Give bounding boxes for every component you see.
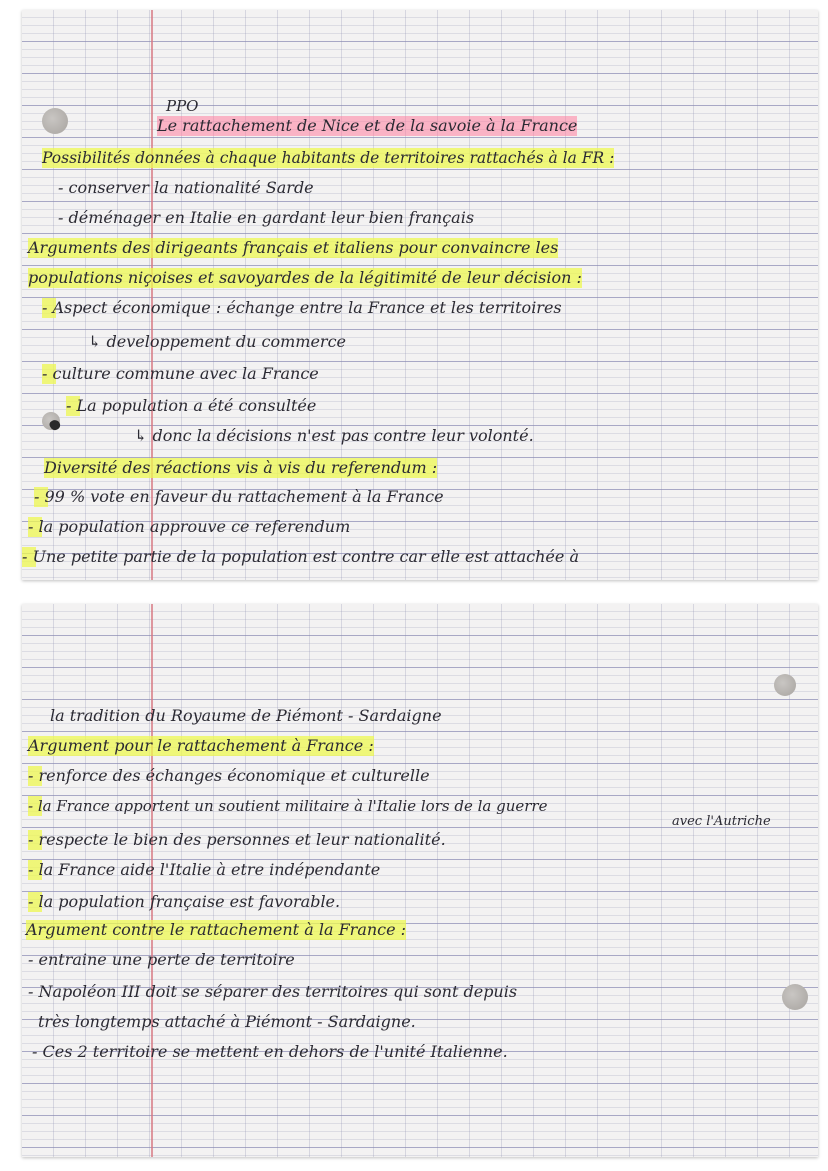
- list-item: - Aspect économique : échange entre la France et les territoires: [42, 298, 562, 317]
- list-item: - conserver la nationalité Sarde: [58, 178, 314, 197]
- list-item-continuation: très longtemps attaché à Piémont - Sardaigne.: [38, 1012, 416, 1031]
- list-item: - déménager en Italie en gardant leur bien français: [58, 208, 475, 227]
- notebook-page-top: [22, 10, 818, 580]
- list-item: - culture commune avec la France: [42, 364, 319, 383]
- page-title: Le rattachement de Nice et de la savoie à la France: [157, 116, 578, 135]
- list-item: - La population a été consultée: [66, 396, 317, 415]
- course-code: PPO: [166, 97, 199, 115]
- list-item: - la France apportent un soutient militaire à l'Italie lors de la guerre: [28, 797, 548, 815]
- list-item: - Napoléon III doit se séparer des territoires qui sont depuis: [28, 982, 518, 1001]
- list-item: - entraine une perte de territoire: [28, 950, 295, 969]
- punch-hole: [42, 108, 68, 134]
- section-heading: Argument pour le rattachement à France :: [28, 736, 374, 755]
- section-heading: Argument contre le rattachement à la France :: [26, 920, 407, 939]
- list-item: ↳ donc la décisions n'est pas contre leur volonté.: [134, 426, 534, 445]
- list-item: - la population française est favorable.: [28, 892, 341, 911]
- list-item-continuation: avec l'Autriche: [672, 814, 771, 829]
- section-heading: populations niçoises et savoyardes de la légitimité de leur décision :: [28, 268, 582, 287]
- section-heading: Arguments des dirigeants français et italiens pour convaincre les: [28, 238, 559, 257]
- punch-hole: [774, 674, 796, 696]
- list-item: - la France aide l'Italie à etre indépendante: [28, 860, 381, 879]
- list-item: - renforce des échanges économique et culturelle: [28, 766, 430, 785]
- punch-hole: [782, 984, 808, 1010]
- list-item: ↳ developpement du commerce: [88, 332, 346, 351]
- section-heading: Possibilités données à chaque habitants de territoires rattachés à la FR :: [42, 149, 615, 167]
- list-item: la tradition du Royaume de Piémont - Sardaigne: [50, 706, 442, 725]
- list-item: - Une petite partie de la population est contre car elle est attachée à: [22, 547, 579, 566]
- notebook-page-bottom: [22, 604, 818, 1157]
- list-item: - Ces 2 territoire se mettent en dehors de l'unité Italienne.: [32, 1042, 508, 1061]
- list-item: - 99 % vote en faveur du rattachement à la France: [34, 487, 444, 506]
- list-item: - respecte le bien des personnes et leur nationalité.: [28, 830, 446, 849]
- list-item: - la population approuve ce referendum: [28, 517, 351, 536]
- section-heading: Diversité des réactions vis à vis du referendum :: [44, 458, 438, 477]
